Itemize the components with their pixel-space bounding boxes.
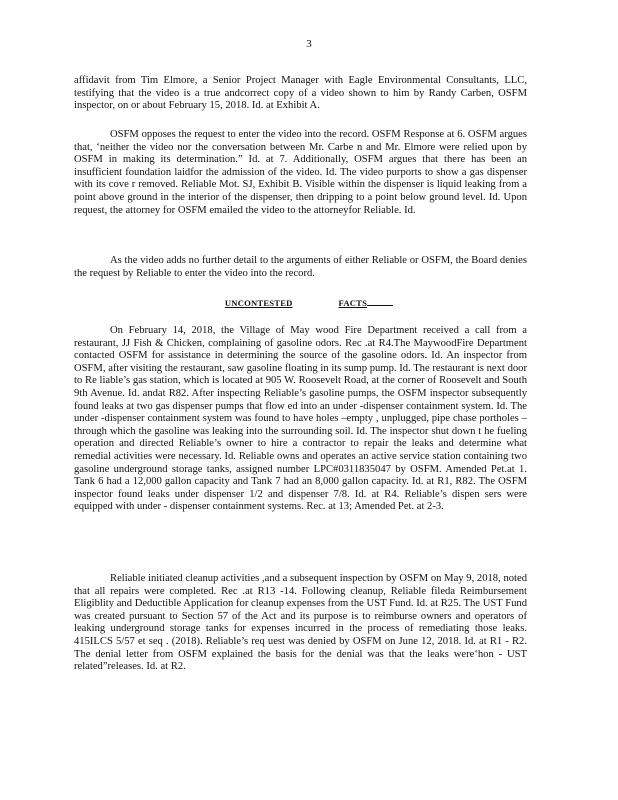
heading-underline-trail: [367, 304, 393, 306]
heading-word-uncontested: UNCONTESTED: [224, 298, 293, 308]
section-heading-uncontested-facts: [0, 297, 618, 310]
paragraph-osfm-opposes: OSFM opposes the request to enter the video into the record. OSFM Response at 6. OSFM argues that, ‘neither the video nor the conversation between Mr. Carbe n and Mr. Elmore were relied upon by OSFM in making its determination.” Id. at 7. Additionally, OSFM argues that there has been an insufficient foundation laidfor the admission of the video. Id. The video purports to show a gas dispenser with its cove r removed. Reliable Mot. SJ, Exhibit B. Visible within the dispenser is liquid leaking from a point above ground in the interior of the dispenser, then dripping to a point below ground level. Id. Upon request, the attorney for OSFM emailed the video to the attorneyfor Reliable. Id.: [74, 129, 527, 216]
paragraph-cleanup: Reliable initiated cleanup activities ,and a subsequent inspection by OSFM on May 9, 2018, noted that all repairs were completed. Rec .at R13 -14. Following cleanup, Reliable fileda Reimbursement Eligiblity and Deductible Application for cleanup expenses from the UST Fund. Id. at R25. The UST Fund was created pursuant to Section 57 of the Act and its purpose is to reimburse owners and operators of leaking underground storage tanks for expenses incurred in the process of remediating those leaks. 415ILCS 5/57 et seq . (2018). Reliable’s req uest was denied by OSFM on June 12, 2018. Id. at R1 - R2. The denial letter from OSFM explained the basis for the denial was that the leaks were‘hon - UST related”releases. Id. at R2.: [74, 573, 527, 673]
paragraph-board-denies: As the video adds no further detail to the arguments of either Reliable or OSFM, the Board denies the request by Reliable to enter the video into the record.: [74, 255, 527, 279]
page-number: 3: [306, 38, 312, 50]
paragraph-uncontested-facts: On February 14, 2018, the Village of May wood Fire Department received a call from a restaurant, JJ Fish & Chicken, complaining of gasoline odors. Rec .at R4.The MaywoodFire Department contacted OSFM for assistance in determining the source of the gasoline odors. Id. An inspector from OSFM, after visiting the restaurant, saw gasoline floating in its sump pump. Id. The restaurant is next door to Re liable’s gas station, which is located at 905 W. Roosevelt Road, at the corner of Roosevelt and South 9th Avenue. Id. andat R82. After inspecting Reliable’s gasoline pumps, the OSFM inspector subsequently found leaks at two gas dispenser pumps that flow ed into an under -dispenser containment system. Id. The under -dispenser containment system was found to have holes –empty , unplugged, pipe chase portholes –through which the gasoline was leaking into the surrounding soil. Id. The inspector shut down t he fueling operation and directed Reliable’s owner to hire a contractor to repair the leaks and determine what remedial activities were necessary. Id. Reliable owns and operates an active service station containing two gasoline underground storage tanks, assigned number LPC#0311835047 by OSFM. Amended Pet.at 1. Tank 6 had a 12,000 gallon capacity and Tank 7 had an 8,000 gallon capacity. Id. at R1, R82. The OSFM inspector found leaks under dispenser 1/2 and dispenser 7/8. Id. at R4. Reliable’s dispen sers were equipped with under - dispenser containment systems. Rec. at 13; Amended Pet. at 2-3.: [74, 325, 527, 513]
heading-word-facts: FACTS: [338, 298, 368, 308]
paragraph-affidavit: affidavit from Tim Elmore, a Senior Project Manager with Eagle Environmental Consultants, LLC, testifying that the video is a true andcorrect copy of a video shown to him by Randy Carben, OSFM inspector, on or about February 15, 2018. Id. at Exhibit A.: [74, 75, 527, 112]
